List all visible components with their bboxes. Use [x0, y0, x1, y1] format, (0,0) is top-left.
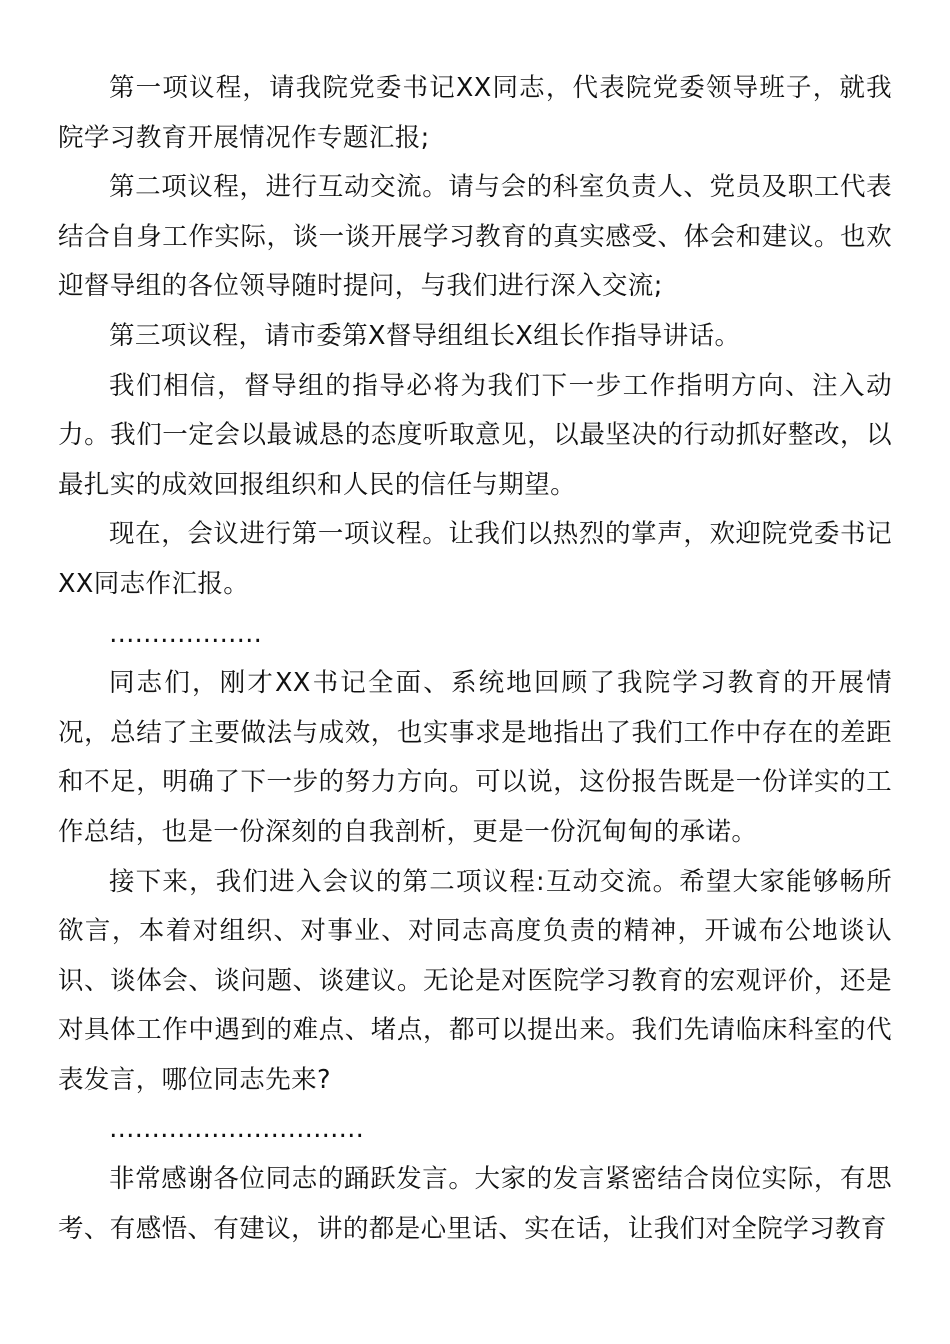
paragraph-interactive-exchange: 接下来，我们进入会议的第二项议程:互动交流。希望大家能够畅所欲言，本着对组织、对事业、对同志高度负责的精神，开诚布公地谈认识、谈体会、谈问题、谈建议。无论是对医院学习教育的宏观评价，还是对具体工作中遇到的难点、堵点，都可以提出来。我们先请临床科室的代表发言，哪位同志先来?	[58, 866, 892, 1095]
document-body	[58, 64, 892, 1254]
paragraph-belief: 我们相信，督导组的指导必将为我们下一步工作指明方向、注入动力。我们一定会以最诚恳的态度听取意见，以最坚决的行动抓好整改，以最扎实的成效回报组织和人民的信任与期望。	[58, 370, 892, 500]
paragraph-agenda-item-3: 第三项议程，请市委第X督导组组长X组长作指导讲话。	[109, 320, 741, 351]
paragraph-agenda-item-1: 第一项议程，请我院党委书记XX同志，代表院党委领导班子，就我院学习教育开展情况作专题汇报;	[58, 73, 892, 153]
paragraph-now-first-item: 现在，会议进行第一项议程。让我们以热烈的掌声，欢迎院党委书记XX同志作汇报。	[58, 519, 892, 599]
paragraph-report-review: 同志们，刚才XX书记全面、系统地回顾了我院学习教育的开展情况，总结了主要做法与成效，也实事求是地指出了我们工作中存在的差距和不足，明确了下一步的努力方向。可以说，这份报告既是一份详实的工作总结，也是一份深刻的自我剖析，更是一份沉甸甸的承诺。	[58, 668, 892, 847]
ellipsis-separator: …………………………	[109, 1114, 364, 1145]
paragraph-agenda-item-2: 第二项议程，进行互动交流。请与会的科室负责人、党员及职工代表结合自身工作实际，谈一谈开展学习教育的真实感受、体会和建议。也欢迎督导组的各位领导随时提问，与我们进行深入交流;	[58, 172, 892, 302]
paragraph-thanks: 非常感谢各位同志的踊跃发言。大家的发言紧密结合岗位实际，有思考、有感悟、有建议，讲的都是心里话、实在话，让我们对全院学习教育	[58, 1164, 892, 1244]
ellipsis-separator: ………………	[109, 618, 262, 649]
